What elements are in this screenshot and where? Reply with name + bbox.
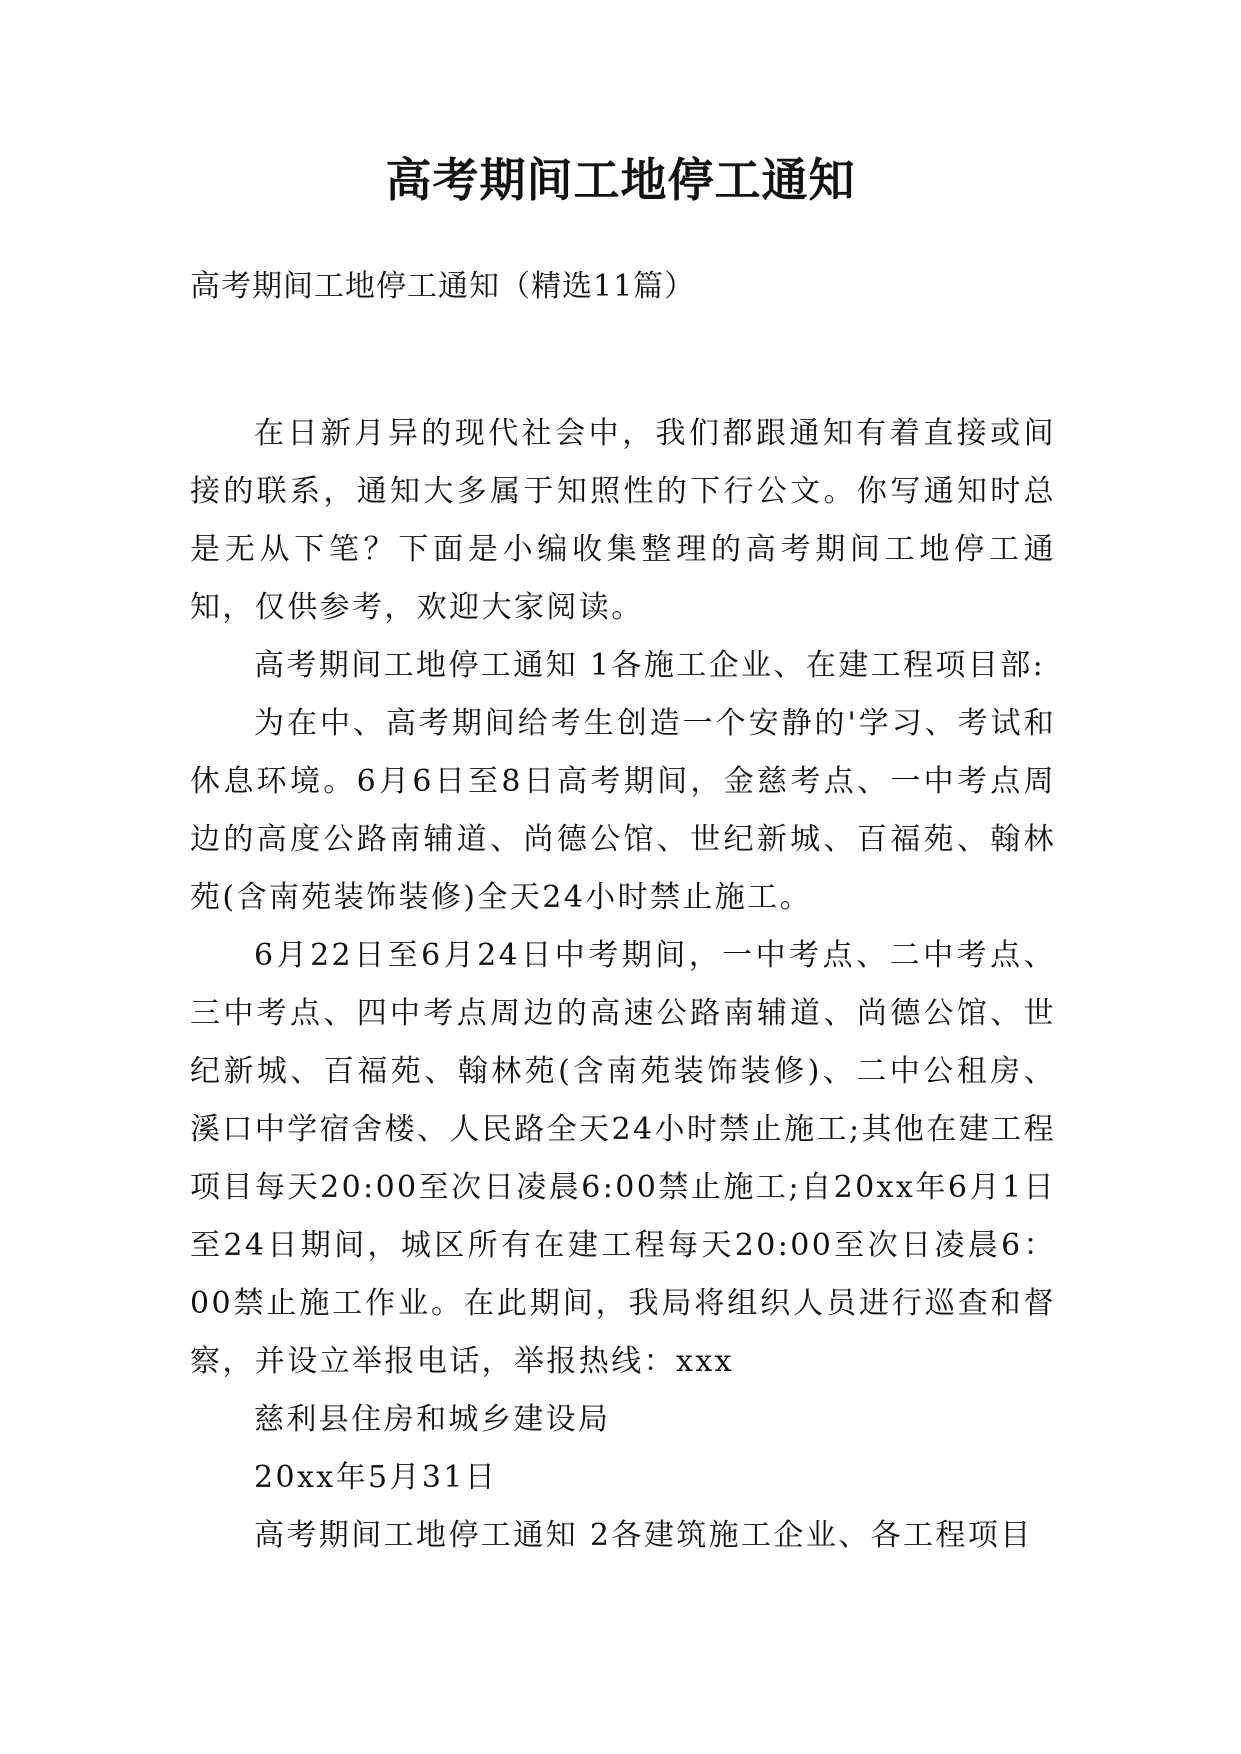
notice-1-date: 20xx年5月31日 (254, 1460, 498, 1495)
notice-1-issuer: 慈利县住房和城乡建设局 (254, 1402, 611, 1437)
document-title: 高考期间工地停工通知 (385, 153, 856, 207)
notice-1-heading: 高考期间工地停工通知 1各施工企业、在建工程项目部: (254, 648, 1046, 683)
document-body (190, 405, 1056, 1565)
intro-paragraph: 在日新月异的现代社会中，我们都跟通知有着直接或间接的联系，通知大多属于知照性的下行公文。你写通知时总是无从下笔？下面是小编收集整理的高考期间工地停工通知，仅供参考，欢迎大家阅读。 (190, 416, 1056, 625)
notice-2-heading: 高考期间工地停工通知 2各建筑施工企业、各工程项目 (254, 1518, 1033, 1553)
notice-1-paragraph-gaokao: 为在中、高考期间给考生创造一个安静的'学习、考试和休息环境。6月6日至8日高考期间，金慈考点、一中考点周边的高度公路南辅道、尚德公馆、世纪新城、百福苑、翰林苑(含南苑装饰装修)全天24小时禁止施工。 (190, 706, 1056, 915)
notice-1-paragraph-zhongkao: 6月22日至6月24日中考期间，一中考点、二中考点、三中考点、四中考点周边的高速公路南辅道、尚德公馆、世纪新城、百福苑、翰林苑(含南苑装饰装修)、二中公租房、溪口中学宿舍楼、人民路全天24小时禁止施工;其他在建工程项目每天20:00至次日凌晨6:00禁止施工;自20xx年6月1日至24日期间，城区所有在建工程每天20:00至次日凌晨6：00禁止施工作业。在此期间，我局将组织人员进行巡查和督察，并设立举报电话，举报热线：xxx (190, 938, 1056, 1379)
document-subtitle: 高考期间工地停工通知（精选11篇） (190, 269, 696, 304)
